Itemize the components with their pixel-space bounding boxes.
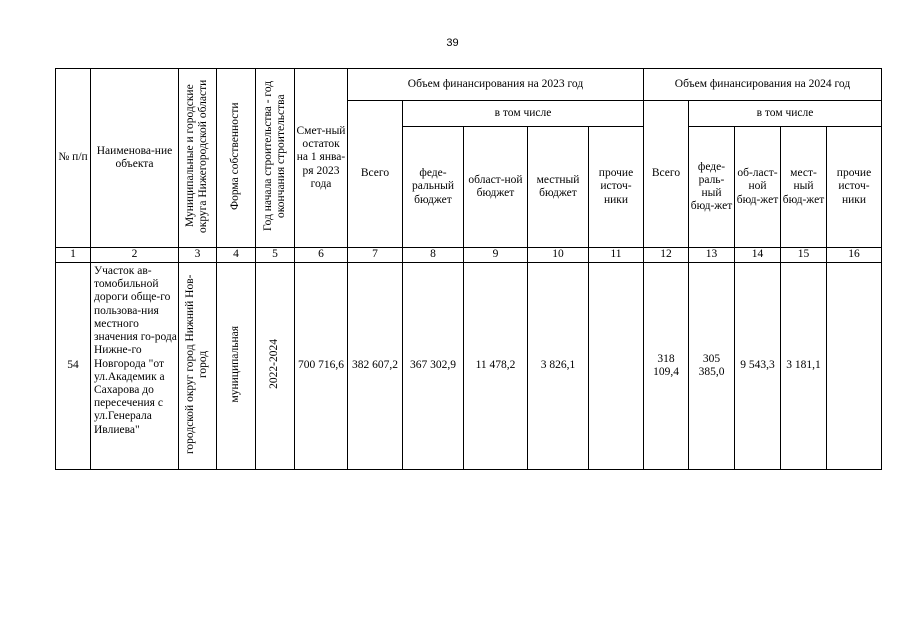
header-other-2024: прочие источ-ники <box>827 127 882 248</box>
header-regional-2023: област-ной бюджет <box>464 127 528 248</box>
header-incl-2023: в том числе <box>403 101 644 127</box>
financing-table <box>55 68 882 470</box>
header-balance: Смет-ный остаток на 1 янва-ря 2023 года <box>295 69 348 248</box>
header-fin-2023: Объем финансирования на 2023 год <box>348 69 644 101</box>
column-number: 16 <box>827 248 882 263</box>
column-number: 5 <box>256 248 295 263</box>
column-number: 11 <box>589 248 644 263</box>
column-number: 6 <box>295 248 348 263</box>
row-local-2024: 3 181,1 <box>781 263 827 470</box>
row-balance: 700 716,6 <box>295 263 348 470</box>
row-federal-2023: 367 302,9 <box>403 263 464 470</box>
header-ownership: Форма собственности <box>217 69 256 248</box>
row-federal-2024: 305 385,0 <box>689 263 735 470</box>
table-row <box>56 263 882 470</box>
page-number: 39 <box>446 37 459 49</box>
column-number: 12 <box>644 248 689 263</box>
header-other-2023: прочие источ-ники <box>589 127 644 248</box>
row-num: 54 <box>56 263 91 470</box>
row-other-2024 <box>827 263 882 470</box>
row-years: 2022-2024 <box>256 263 295 470</box>
column-number: 4 <box>217 248 256 263</box>
header-district: Муниципальные и городские округа Нижегородской области <box>179 69 217 248</box>
column-number: 8 <box>403 248 464 263</box>
row-ownership: муниципальная <box>217 263 256 470</box>
header-years: Год начала строительства - год окончания строительства <box>256 69 295 248</box>
column-number: 15 <box>781 248 827 263</box>
row-total-2024: 318 109,4 <box>644 263 689 470</box>
column-number: 2 <box>91 248 179 263</box>
column-number: 7 <box>348 248 403 263</box>
column-number: 14 <box>735 248 781 263</box>
header-local-2023: местный бюджет <box>528 127 589 248</box>
column-number: 9 <box>464 248 528 263</box>
row-other-2023 <box>589 263 644 470</box>
row-object-name: Участок ав-томобильной дороги обще-го пользова-ния местного значения го-рода Нижне-го Новгорода "от ул.Академик а Сахарова до пересечения с ул.Генерала Ивлиева" <box>91 263 179 470</box>
row-regional-2024: 9 543,3 <box>735 263 781 470</box>
header-name: Наименова-ние объекта <box>91 69 179 248</box>
column-number: 3 <box>179 248 217 263</box>
column-number: 10 <box>528 248 589 263</box>
column-number: 13 <box>689 248 735 263</box>
row-regional-2023: 11 478,2 <box>464 263 528 470</box>
column-number-row <box>56 248 882 263</box>
header-incl-2024: в том числе <box>689 101 882 127</box>
header-regional-2024: об-ласт-ной бюд-жет <box>735 127 781 248</box>
header-total-2024: Всего <box>644 101 689 248</box>
header-fin-2024: Объем финансирования на 2024 год <box>644 69 882 101</box>
column-number: 1 <box>56 248 91 263</box>
row-local-2023: 3 826,1 <box>528 263 589 470</box>
header-federal-2023: феде-ральный бюджет <box>403 127 464 248</box>
header-federal-2024: феде-раль-ный бюд-жет <box>689 127 735 248</box>
row-district: городской округ город Нижний Нов-город <box>179 263 217 470</box>
header-num: № п/п <box>56 69 91 248</box>
row-total-2023: 382 607,2 <box>348 263 403 470</box>
header-total-2023: Всего <box>348 101 403 248</box>
header-local-2024: мест-ный бюд-жет <box>781 127 827 248</box>
